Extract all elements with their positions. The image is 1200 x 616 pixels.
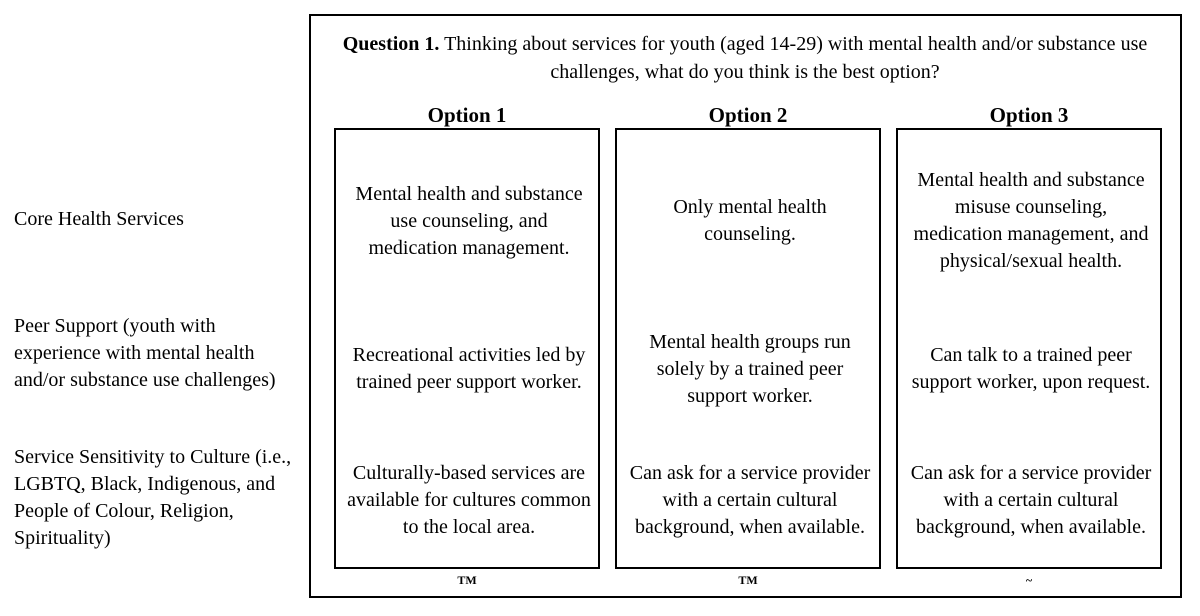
question-text-block xyxy=(320,30,1170,86)
option-1-peer-cell xyxy=(336,327,602,411)
option-1-culture-cell xyxy=(336,445,602,555)
option-2-culture-cell xyxy=(617,445,883,555)
option-1-culture-text: Culturally-based services are available for cultures common to the local area. xyxy=(347,461,591,538)
option-1-box xyxy=(334,128,600,569)
option-1-mark: TM xyxy=(457,573,477,587)
option-3-box xyxy=(896,128,1162,569)
option-2-box xyxy=(615,128,881,569)
option-1-title: Option 1 xyxy=(427,103,507,127)
option-2-mark: TM xyxy=(738,573,758,587)
option-3-core-text: Mental health and substance misuse counseling, medication management, and physical/sexual health. xyxy=(913,169,1149,272)
option-3-culture-cell xyxy=(898,445,1164,555)
option-3-title: Option 3 xyxy=(989,103,1069,127)
question-number: Question 1. xyxy=(342,33,440,55)
option-1-core-text: Mental health and substance use counseling, and medication management. xyxy=(355,182,583,259)
option-3-core-cell xyxy=(898,148,1164,294)
option-2-core-text: Only mental health counseling. xyxy=(673,196,827,245)
option-1-core-cell xyxy=(336,148,602,294)
option-3-peer-cell xyxy=(898,327,1164,411)
option-2-peer-cell xyxy=(617,327,883,411)
row-label-service-sensitivity-to-culture: Service Sensitivity to Culture (i.e., LGBTQ, Black, Indigenous, and People of Colour, Religion, Spirituality) xyxy=(14,446,292,549)
row-label-core-health-services: Core Health Services xyxy=(14,208,184,230)
option-3-culture-text: Can ask for a service provider with a certain cultural background, when available. xyxy=(910,461,1152,538)
option-1-peer-text: Recreational activities led by trained peer support worker. xyxy=(352,344,586,393)
option-2-culture-text: Can ask for a service provider with a certain cultural background, when available. xyxy=(629,461,871,538)
row-label-peer-support: Peer Support (youth with experience with mental health and/or substance use challenges) xyxy=(14,315,276,391)
question-body: Thinking about services for youth (aged 14-29) with mental health and/or substance use challenges, what do you think is the best option? xyxy=(444,33,1148,83)
option-3-mark: ~ xyxy=(1025,573,1033,587)
option-2-title: Option 2 xyxy=(708,103,788,127)
option-3-peer-text: Can talk to a trained peer support worker, upon request. xyxy=(911,344,1151,393)
option-2-core-cell xyxy=(617,148,883,294)
option-2-peer-text: Mental health groups run solely by a trained peer support worker. xyxy=(649,330,851,407)
